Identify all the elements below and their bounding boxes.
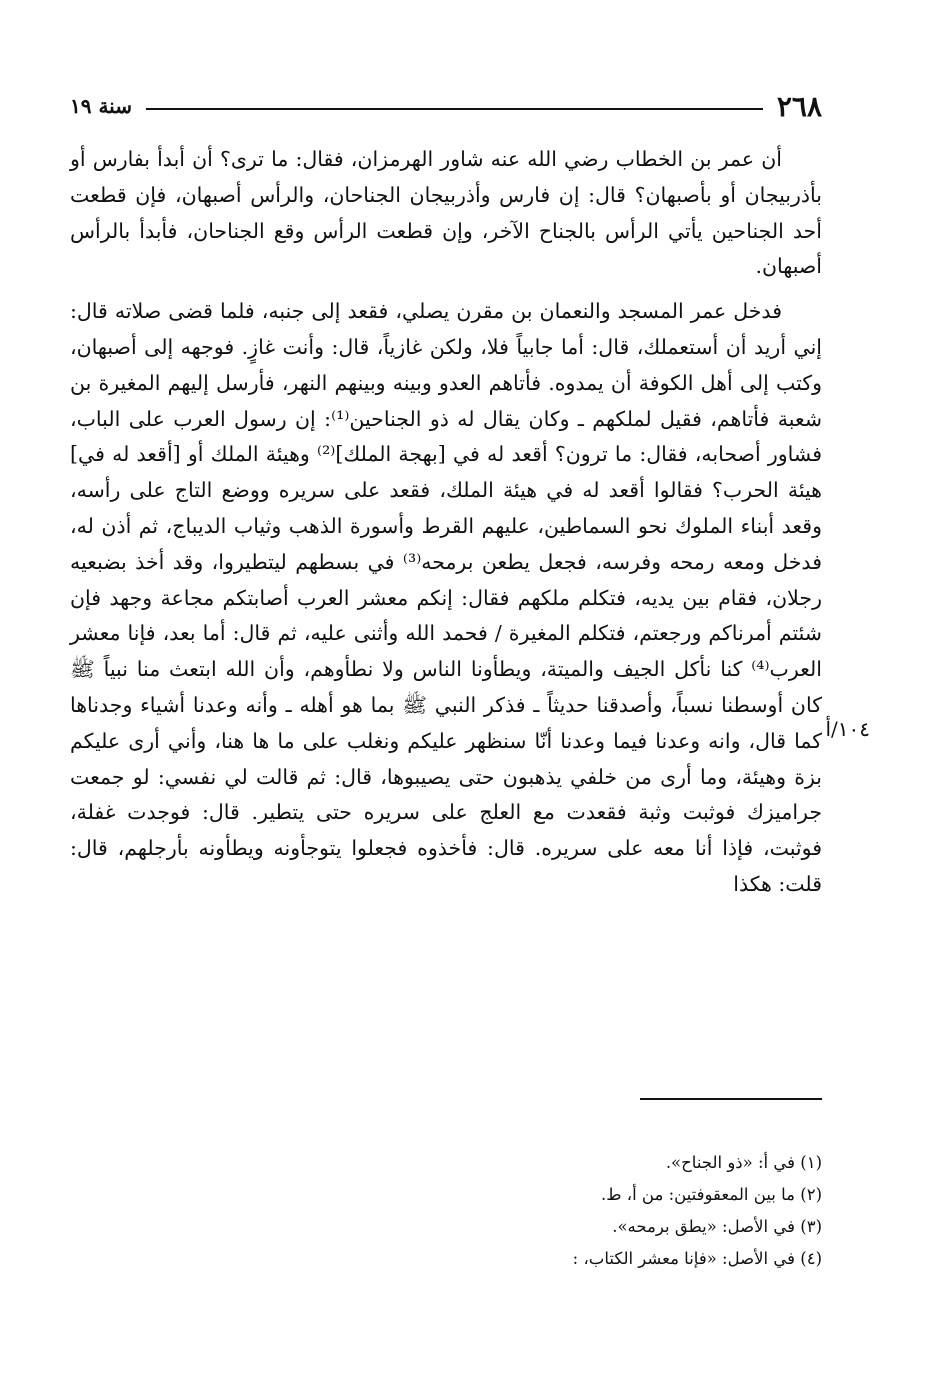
footnote-1: (١) في أ: «ذو الجناح». [665, 1153, 822, 1172]
footnote-3: (٣) في الأصل: «يطق برمحه». [612, 1217, 822, 1236]
footnote-divider [640, 1098, 822, 1100]
footnotes [300, 1147, 822, 1275]
footnote-4: (٤) في الأصل: «فإنا معشر الكتاب، : [572, 1249, 822, 1268]
paragraph-1: أن عمر بن الخطاب رضي الله عنه شاور الهرمزان، فقال: ما ترى؟ أن أبدأ بفارس أو بأذربيجان أو بأصبهان؟ قال: إن فارس وأذربيجان الجناحان، والرأس أصبهان، فإن قطعت أحد الجناحين يأتي الرأس بالجناح الآخر، وإن قطعت الرأس وقع الجناحان، فأبدأ بالرأس أصبهان. [70, 147, 822, 279]
manuscript-folio-marker: ١٠٤/أ [825, 717, 870, 741]
running-header [70, 88, 822, 124]
paragraph-2: فدخل عمر المسجد والنعمان بن مقرن يصلي، فقعد إلى جنبه، فلما قضى صلاته قال: إني أريد أن أستعملك، قال: أما جابياً فلا، ولكن غازياً، قال: وأنت غازٍ. فوجهه إلى أصبهان، وكتب إلى أهل الكوفة أن يمدوه. فأتاهم العدو وبينه وبينهم النهر، فأرسل إليهم المغيرة بن شعبة فأتاهم، فقيل لملكهم ـ وكان يقال له ذو الجناحين⁽¹⁾: إن رسول العرب على الباب، فشاور أصحابه، فقال: ما ترون؟ أقعد له في [بهجة الملك]⁽²⁾ وهيئة الملك أو [أقعد له في] هيئة الحرب؟ فقالوا أقعد له في هيئة الملك، فقعد على سريره ووضع التاج على رأسه، وقعد أبناء الملوك نحو السماطين، عليهم القرط وأسورة الذهب وثياب الديباج، ثم أذن له، فدخل ومعه رمحه وفرسه، فجعل يطعن برمحه⁽³⁾ في بسطهم ليتطيروا، وقد أخذ بضبعيه رجلان، فقام بين يديه، فتكلم ملكهم فقال: إنكم معشر العرب أصابتكم مجاعة وجهد فإن شئتم أمرناكم ورجعتم، فتكلم المغيرة / فحمد الله وأثنى عليه، ثم قال: أما بعد، فإنا معشر العرب⁽⁴⁾ كنا نأكل الجيف والميتة، ويطأونا الناس ولا نطأوهم، وأن الله ابتعث منا نبياً ﷺ كان أوسطنا نسباً، وأصدقنا حديثاً ـ فذكر النبي ﷺ بما هو أهله ـ وأنه وعدنا أشياء وجدناها كما قال، وانه وعدنا فيما وعدنا أنّا سنظهر عليكم ونغلب على ما ها هنا، وأني أرى عليكم بزة وهيئة، وما أرى من خلفي يذهبون حتى يصيبوها، قال: ثم قالت لي نفسي: لو جمعت جراميزك فوثبت وثبة فقعدت مع العلج على سريره حتى يتطير. قال: فوجدت غفلة، فوثبت، فإذا أنا معه على سريره. قال: فأخذوه فجعلوا يتوجأونه ويطأونه بأرجلهم، قال: قلت: هكذا [70, 299, 822, 896]
footnote-2: (٢) ما بين المعقوفتين: من أ، ط. [601, 1185, 822, 1204]
page-number: ٢٦٨ [776, 89, 822, 123]
header-rule [146, 108, 763, 110]
body-text [70, 142, 822, 903]
year-label: سنة ١٩ [70, 94, 132, 118]
